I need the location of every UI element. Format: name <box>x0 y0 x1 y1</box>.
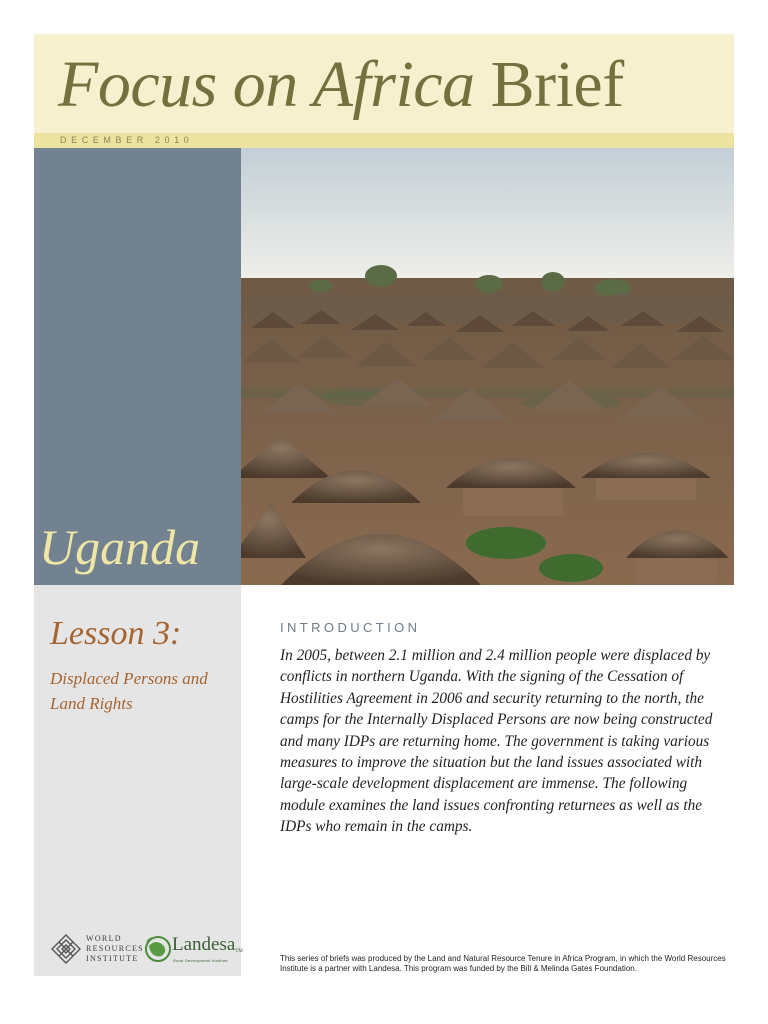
funding-credit: This series of briefs was produced by the Land and Natural Resource Tenure in Africa Program, in which the World Resources Institute is a partner with Landesa. This program was funded by the Bill & Melinda Gates Foundation. <box>280 954 726 973</box>
intro-heading: INTRODUCTION <box>280 620 421 635</box>
landesa-name: Landesa <box>172 934 236 955</box>
wri-logo-line2: RESOURCES <box>86 944 144 953</box>
country-panel <box>34 148 241 585</box>
intro-body: In 2005, between 2.1 million and 2.4 million people were displaced by conflicts in northern Uganda. With the signing of the Cessation of Hostilities Agreement in 2006 and security returning to the north, the camps for the Internally Displaced Persons are now being constructed and many IDPs are returning home. The government is taking various measures to improve the situation but the land issues associated with large-scale development displacement are immense. The following module examines the land issues confronting returnees as well as the IDPs who remain in the camps. <box>280 647 713 836</box>
landesa-tagline: Rural Development Institute <box>173 958 228 963</box>
lesson-title: Displaced Persons and Land Rights <box>50 669 208 713</box>
publication-title <box>58 48 624 121</box>
partner-logos <box>50 930 243 970</box>
lesson-panel <box>34 585 241 976</box>
wri-logo-line3: INSTITUTE <box>86 954 139 963</box>
wri-logo-line1: WORLD <box>86 934 122 943</box>
publication-title-roman: Brief <box>490 48 624 121</box>
landesa-globe-icon <box>144 934 172 964</box>
wri-logo-text <box>86 934 144 964</box>
date-band <box>34 133 734 148</box>
landesa-trademark: TM <box>235 949 243 954</box>
brief-cover <box>34 34 734 976</box>
publication-title-italic: Focus on Africa <box>58 48 475 121</box>
lesson-number: Lesson 3: <box>50 615 182 652</box>
idp-camp-photo <box>241 148 734 585</box>
landesa-logo <box>172 935 243 954</box>
cover-photo <box>241 148 734 585</box>
masthead <box>34 34 734 133</box>
wri-logo-icon <box>50 933 82 965</box>
country-name: Uganda <box>39 519 201 575</box>
issue-date: DECEMBER 2010 <box>60 135 194 145</box>
